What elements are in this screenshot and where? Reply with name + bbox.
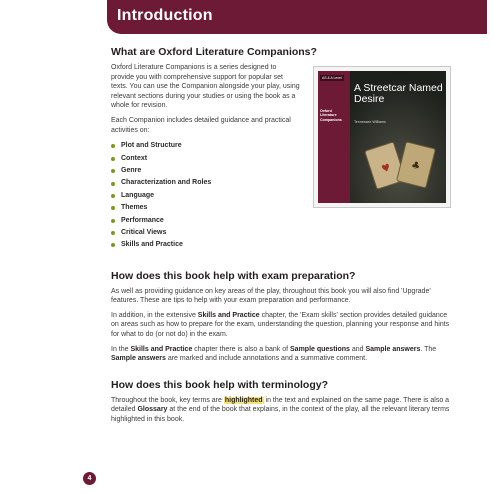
list-item: Genre	[111, 165, 455, 177]
cover-series-label: Oxford Literature Companions	[320, 109, 342, 122]
page-number: 4	[83, 472, 96, 485]
bullet-icon	[111, 231, 115, 235]
bullet-icon	[111, 219, 115, 223]
list-item: Characterization and Roles	[111, 177, 455, 189]
cover-author: Tennessee Williams	[354, 120, 386, 124]
bullet-icon	[111, 144, 115, 148]
cover-photo	[350, 71, 446, 203]
bullet-icon	[111, 243, 115, 247]
intro-paragraph: Oxford Literature Companions is a series designed to provide you with comprehensive support for popular set texts. You can use the Companion alongside your play, using relevant sections during your studies or using the book as a whole for revision.	[111, 64, 300, 110]
header-bar	[107, 0, 487, 34]
cover-band	[318, 71, 350, 203]
svg-text:♥: ♥	[380, 162, 393, 176]
page-title: Introduction	[117, 7, 213, 24]
exam-paragraph-1: As well as providing guidance on key areas of the play, throughout this book you will also find 'Upgrade' features. These are tips to help with your exam preparation and performance.	[111, 287, 431, 305]
list-item: Themes	[111, 202, 455, 214]
cover-title: A Streetcar Named Desire	[354, 82, 443, 105]
terminology-paragraph: Throughout the book, key terms are highlighted in the text and explained on the same page. There is also a detailed Glossary at the end of the book that explains, in the context of the play, all the relevant literary terms highlighted in this book.	[111, 396, 450, 424]
list-item: Context	[111, 153, 455, 165]
cover-level-label: AS & A Level	[322, 76, 342, 80]
bullet-icon	[111, 182, 115, 186]
list-item: Language	[111, 190, 455, 202]
list-item: Plot and Structure	[111, 140, 455, 152]
exam-paragraph-3: In the Skills and Practice chapter there is also a bank of Sample questions and Sample answers. The Sample answers are marked and include annotations and a summative comment.	[111, 345, 437, 363]
bullet-icon	[111, 169, 115, 173]
section-heading-exam: How does this book help with exam preparation?	[111, 269, 356, 282]
bullet-icon	[111, 157, 115, 161]
bullet-icon	[111, 206, 115, 210]
list-item: Critical Views	[111, 227, 455, 239]
exam-paragraph-2: In addition, in the extensive Skills and Practice chapter, the 'Exam skills' section provides detailed guidance on areas such as how to prepare for the exam, understanding the question, planning your response and hints for what to do (or not do) in the exam.	[111, 311, 450, 339]
svg-text:♣: ♣	[409, 159, 422, 173]
book-cover	[313, 66, 451, 208]
list-item: Skills and Practice	[111, 239, 455, 251]
activities-intro: Each Companion includes detailed guidance and practical activities on:	[111, 116, 291, 134]
section-heading-companions: What are Oxford Literature Companions?	[111, 46, 317, 58]
bullet-icon	[111, 194, 115, 198]
list-item: Performance	[111, 215, 455, 227]
section-heading-terminology: How does this book help with terminology?	[111, 378, 329, 391]
highlighted-term: highlighted	[224, 396, 263, 404]
